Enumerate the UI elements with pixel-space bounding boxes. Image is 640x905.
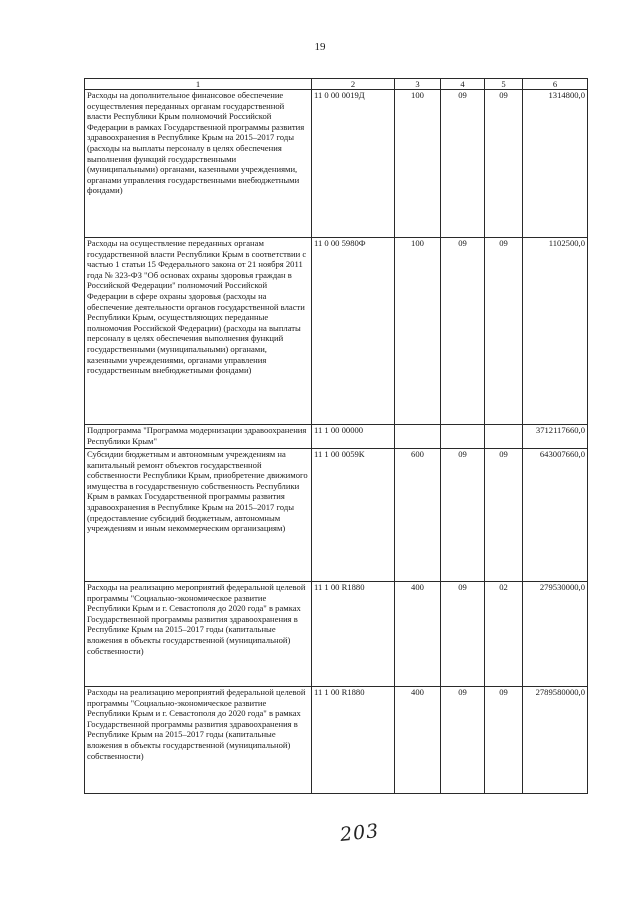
subsection-code: 09 [485, 449, 523, 582]
amount: 643007660,0 [523, 449, 588, 582]
target-article-code: 11 1 00 R1880 [312, 582, 395, 687]
page-number: 19 [314, 41, 326, 53]
amount: 1314800,0 [523, 90, 588, 238]
column-header-5: 5 [485, 79, 523, 90]
budget-table [84, 78, 588, 794]
column-header-4: 4 [441, 79, 485, 90]
amount: 3712117660,0 [523, 425, 588, 449]
subsection-code: 09 [485, 687, 523, 794]
expense-type-code: 600 [395, 449, 441, 582]
subsection-code [485, 425, 523, 449]
target-article-code: 11 0 00 0019Д [312, 90, 395, 238]
table-row [85, 449, 588, 582]
amount: 2789580000,0 [523, 687, 588, 794]
target-article-code: 11 0 00 5980Ф [312, 238, 395, 425]
expense-name: Расходы на реализацию мероприятий федеральной целевой программы "Социально-экономическое развитие Республики Крым и г. Севастополя до 2020 года" в рамках Государственной программы развития здравоохранения в Республике Крым на 2015–2017 годы (капитальные вложения в объекты государственной (муниципальной) собственности) [85, 687, 312, 794]
expense-name: Расходы на реализацию мероприятий федеральной целевой программы "Социально-экономическое развитие Республики Крым и г. Севастополя до 2020 года" в рамках Государственной программы развития здравоохранения в Республике Крым на 2015–2017 годы (капитальные вложения в объекты государственной (муниципальной) собственности) [85, 582, 312, 687]
table-row [85, 582, 588, 687]
expense-type-code: 400 [395, 687, 441, 794]
subsection-code: 02 [485, 582, 523, 687]
amount: 1102500,0 [523, 238, 588, 425]
expense-type-code: 400 [395, 582, 441, 687]
section-code: 09 [441, 238, 485, 425]
expense-type-code [395, 425, 441, 449]
section-code: 09 [441, 90, 485, 238]
section-code: 09 [441, 687, 485, 794]
table-row [85, 687, 588, 794]
expense-name: Субсидии бюджетным и автономным учреждениям на капитальный ремонт объектов государственной собственности Республики Крым, приобретение движимого имущества в государственную собственность Республики Крым в рамках Государственной программы развития здравоохранения в Республике Крым на 2015–2017 годы (предоставление субсидий бюджетным, автономным учреждениям и иным некоммерческим организациям) [85, 449, 312, 582]
table-row [85, 238, 588, 425]
section-code [441, 425, 485, 449]
expense-type-code: 100 [395, 238, 441, 425]
header-row [85, 79, 588, 90]
handwritten-page-number: 203 [338, 820, 381, 846]
section-code: 09 [441, 449, 485, 582]
target-article-code: 11 1 00 00000 [312, 425, 395, 449]
column-header-6: 6 [523, 79, 588, 90]
target-article-code: 11 1 00 R1880 [312, 687, 395, 794]
expense-name: Расходы на осуществление переданных органам государственной власти Республики Крым в соответствии с частью 1 статьи 15 Федерального закона от 21 ноября 2011 года № 323-ФЗ "Об основах охраны здоровья граждан в Российской Федерации" полномочий Российской Федерации в сфере охраны здоровья (расходы на обеспечение деятельности органов государственной власти Республики Крым, осуществляющих переданные полномочия Российской Федерации) (расходы на выплаты персоналу в целях обеспечения выполнения функций государственными (муниципальными) органами, казенными учреждениями, органами управления государственным внебюджетными фондами) [85, 238, 312, 425]
expense-type-code: 100 [395, 90, 441, 238]
table-row [85, 425, 588, 449]
column-header-3: 3 [395, 79, 441, 90]
amount: 279530000,0 [523, 582, 588, 687]
column-header-1: 1 [85, 79, 312, 90]
target-article-code: 11 1 00 0059К [312, 449, 395, 582]
subsection-code: 09 [485, 238, 523, 425]
subsection-code: 09 [485, 90, 523, 238]
expense-name: Расходы на дополнительное финансовое обеспечение осуществления переданных органам государственной власти Республики Крым полномочий Российской Федерации в рамках Государственной программы развития здравоохранения в Республике Крым на 2015–2017 годы (расходы на выплаты персоналу в целях обеспечения выполнения функций государственными (муниципальными) органами, казенными учреждениями, органами управления государственными внебюджетными фондами) [85, 90, 312, 238]
column-header-2: 2 [312, 79, 395, 90]
expense-name: Подпрограмма "Программа модернизации здравоохранения Республики Крым" [85, 425, 312, 449]
section-code: 09 [441, 582, 485, 687]
table-row [85, 90, 588, 238]
